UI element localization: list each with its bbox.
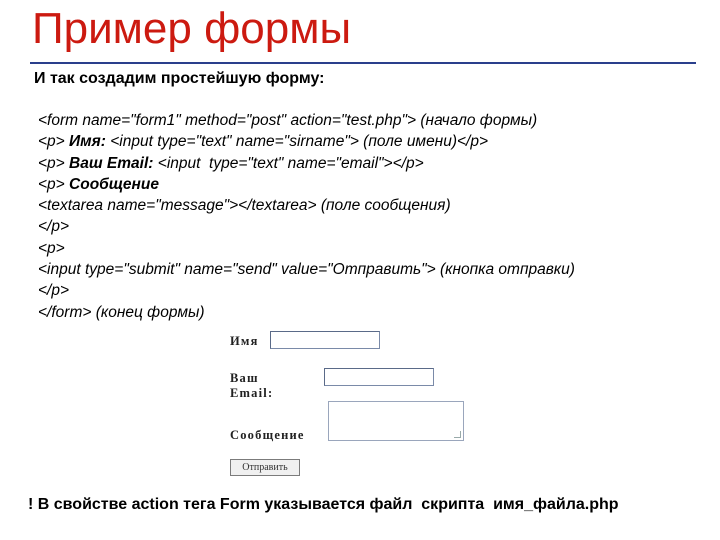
code-text: <input type="text" name="sirname"> (поле имени)</p> bbox=[110, 133, 489, 151]
message-label: Сообщение bbox=[230, 428, 305, 442]
code-text: </form> (конец формы) bbox=[38, 303, 205, 321]
resize-grip-icon[interactable] bbox=[454, 431, 461, 438]
code-text: </p> bbox=[38, 282, 70, 300]
code-line bbox=[38, 302, 708, 323]
code-text: <p> bbox=[38, 133, 70, 151]
code-line bbox=[38, 110, 708, 131]
code-text: <p> bbox=[38, 175, 70, 193]
message-textarea[interactable] bbox=[328, 401, 464, 441]
code-text: <input type="text" name="email"></p> bbox=[157, 154, 424, 172]
footnote: ! В свойстве action тега Form указывается файл скрипта имя_файла.php bbox=[28, 496, 619, 513]
code-line bbox=[38, 131, 708, 152]
code-line bbox=[38, 216, 708, 237]
code-text: <form name="form1" method="post" action="test.php"> (начало формы) bbox=[38, 112, 538, 129]
code-line bbox=[38, 280, 708, 301]
code-text: <textarea name="message"></textarea> (поле сообщения) bbox=[38, 197, 451, 215]
code-text: <input type="submit" name="send" value="Отправить"> (кнопка отправки) bbox=[38, 261, 575, 279]
submit-button[interactable]: Отправить bbox=[230, 459, 300, 476]
code-listing bbox=[38, 110, 708, 323]
code-line bbox=[38, 153, 708, 174]
code-line bbox=[38, 259, 708, 280]
code-line bbox=[38, 238, 708, 259]
name-label: Имя bbox=[230, 334, 259, 348]
code-label-bold: Сообщение bbox=[69, 175, 159, 193]
code-text: <p> bbox=[38, 239, 65, 257]
slide-title: Пример формы bbox=[32, 4, 352, 53]
code-label-bold: Имя: bbox=[69, 133, 111, 151]
code-text: <p> bbox=[38, 154, 70, 172]
code-line bbox=[38, 174, 708, 195]
intro-text: И так создадим простейшую форму: bbox=[34, 70, 325, 87]
code-label-bold: Ваш Email: bbox=[69, 154, 158, 172]
code-line bbox=[38, 195, 708, 216]
name-input[interactable] bbox=[270, 331, 380, 349]
email-label: Ваш Email: bbox=[230, 371, 274, 400]
title-divider bbox=[30, 62, 696, 64]
code-text: </p> bbox=[38, 218, 70, 236]
email-input[interactable] bbox=[324, 368, 434, 386]
